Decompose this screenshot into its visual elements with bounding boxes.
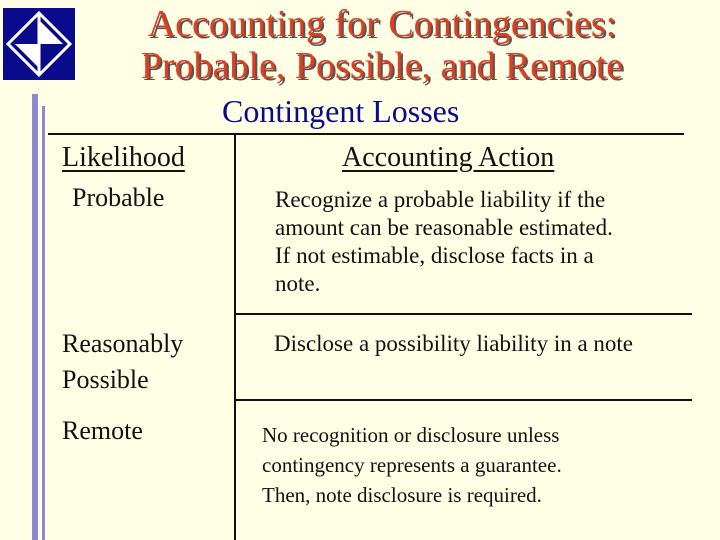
action-line: note.: [275, 271, 321, 296]
header-rule: [48, 133, 684, 135]
action-line: If not estimable, disclose facts in a: [275, 243, 594, 268]
action-line: No recognition or disclosure unless: [262, 423, 560, 447]
likelihood-line: Reasonably: [62, 329, 184, 358]
header-accounting-action: Accounting Action: [342, 142, 555, 173]
row-divider-2: [236, 399, 692, 401]
action-line: contingency represents a guarantee.: [262, 453, 562, 477]
action-reasonably-possible: Disclose a possibility liability in a note: [274, 331, 634, 356]
action-remote: [262, 420, 692, 510]
likelihood-probable: Probable: [72, 183, 165, 212]
accent-bar-inner: [42, 106, 45, 540]
action-line: Recognize a probable liability if the: [275, 187, 606, 212]
slide-title-line-2: Probable, Possible, and Remote: [140, 45, 624, 87]
action-line: Then, note disclosure is required.: [262, 483, 542, 507]
section-subtitle: Contingent Losses: [222, 93, 460, 129]
slide-title-line-1: Accounting for Contingencies:: [147, 3, 617, 45]
diamond-logo-icon: [3, 8, 75, 80]
likelihood-line: Possible: [62, 365, 149, 394]
accent-bar-outer: [32, 94, 38, 540]
likelihood-reasonably-possible: [62, 326, 183, 398]
column-divider: [234, 135, 236, 540]
header-likelihood: Likelihood: [62, 142, 185, 173]
action-line: amount can be reasonable estimated.: [275, 215, 613, 240]
action-probable: [275, 186, 695, 298]
row-divider-1: [236, 313, 692, 315]
likelihood-remote: Remote: [62, 416, 143, 445]
